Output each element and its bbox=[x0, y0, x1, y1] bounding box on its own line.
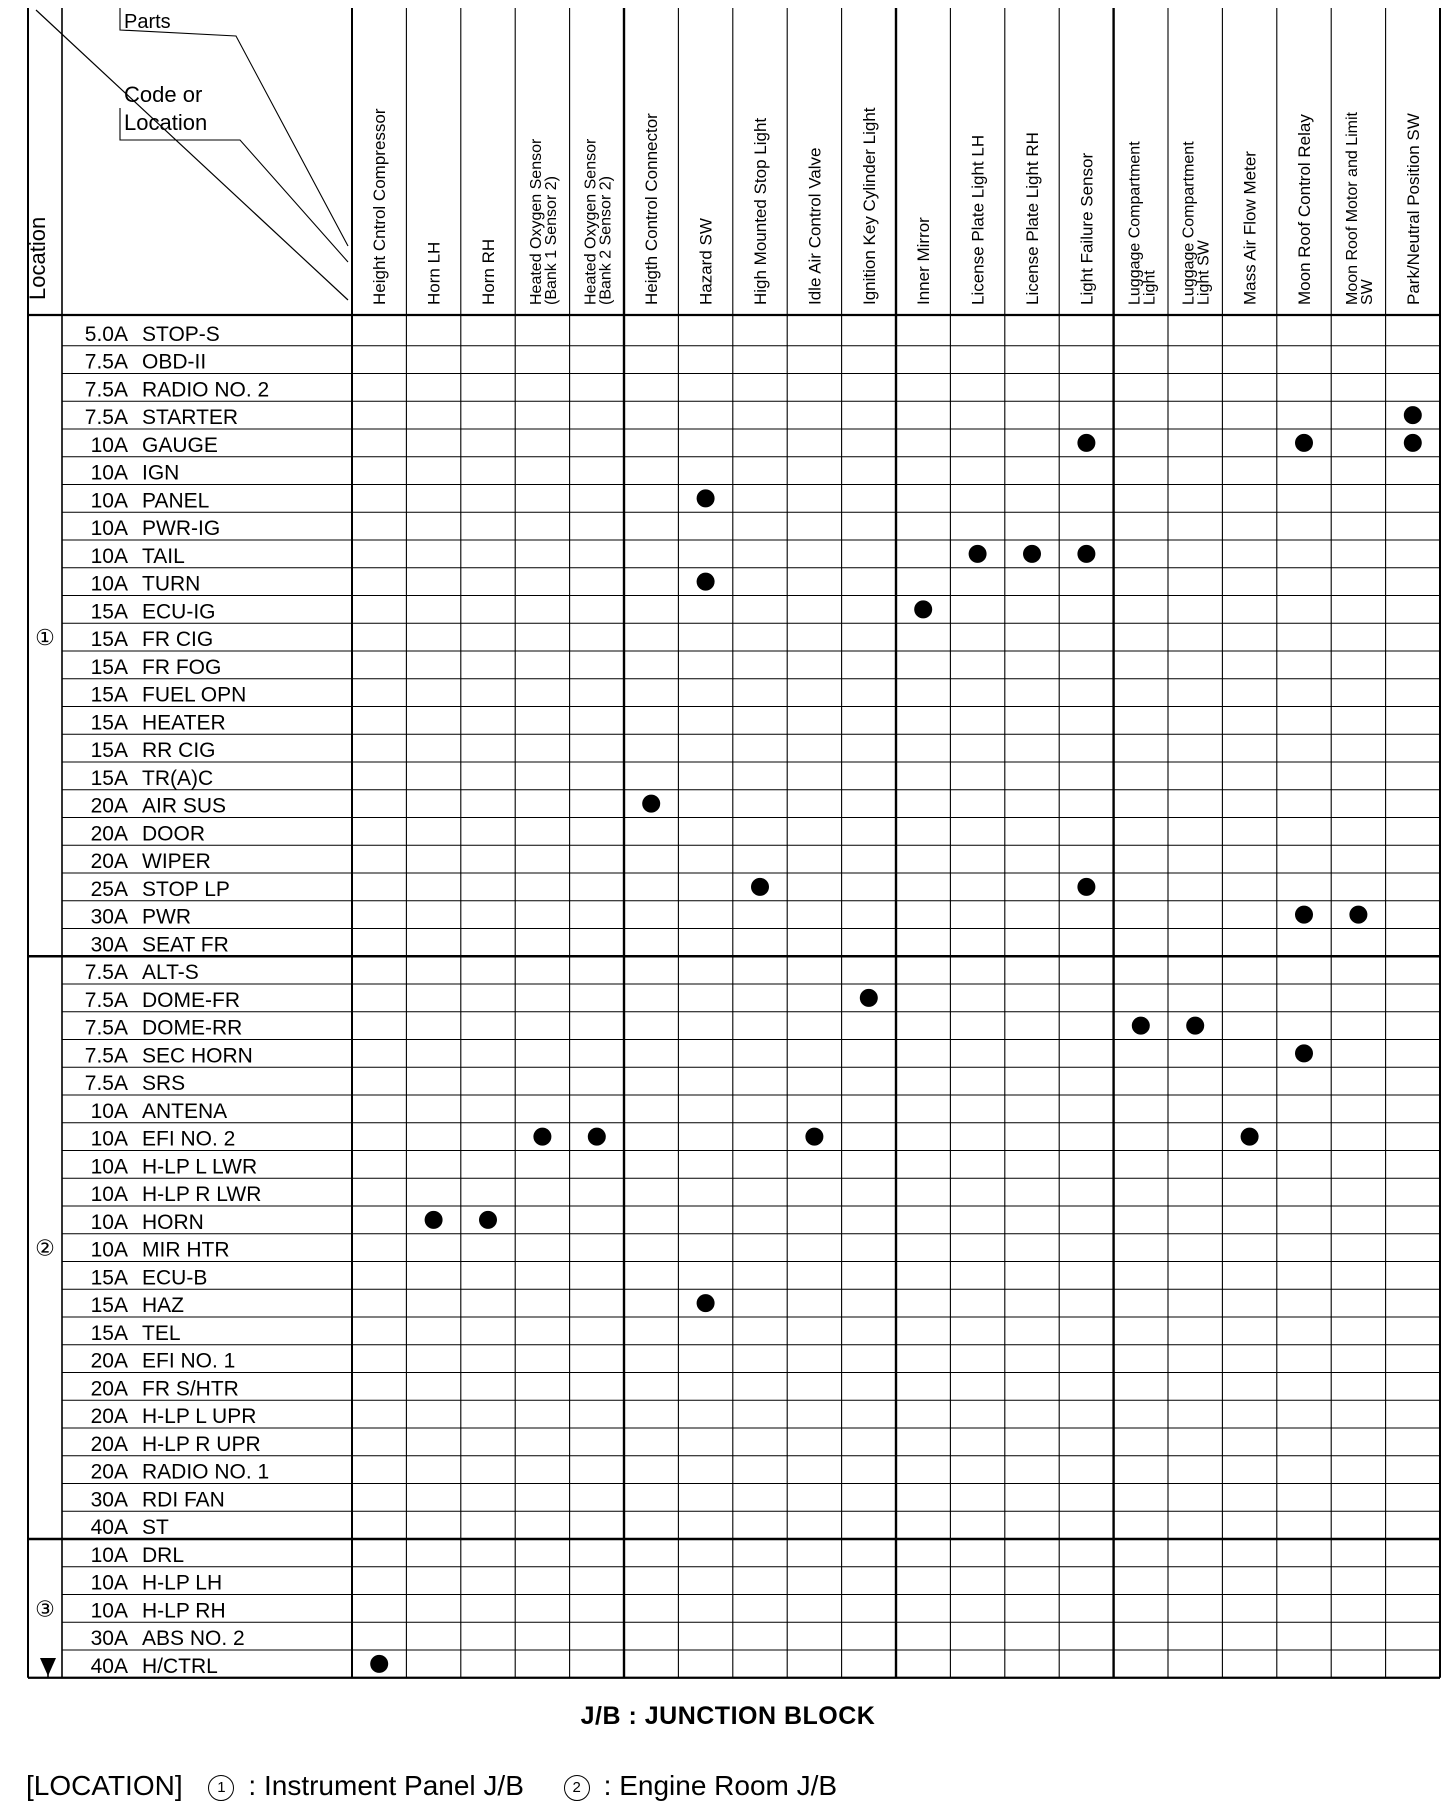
fuse-amp: 7.5A bbox=[84, 1044, 128, 1068]
legend-label: [LOCATION] bbox=[26, 1770, 183, 1801]
fuse-name: ECU-IG bbox=[142, 600, 216, 624]
fuse-amp: 10A bbox=[90, 544, 128, 568]
location-group-symbol: ① bbox=[35, 625, 55, 651]
column-header-label: High Mounted Stop Light bbox=[751, 117, 770, 305]
fuse-amp: 20A bbox=[90, 1460, 128, 1484]
fuse-amp: 20A bbox=[90, 1349, 128, 1373]
fuse-amp: 10A bbox=[90, 1127, 128, 1151]
fuse-amp: 15A bbox=[90, 1266, 128, 1290]
fuse-name: ABS NO. 2 bbox=[142, 1627, 245, 1650]
fuse-name: EFI NO. 2 bbox=[142, 1127, 236, 1151]
legend-symbol-1: 1 bbox=[208, 1775, 234, 1801]
fuse-amp: 15A bbox=[90, 628, 128, 651]
fuse-name: STOP LP bbox=[142, 877, 230, 901]
fuse-amp: 7.5A bbox=[84, 406, 128, 429]
fuse-name: PWR-IG bbox=[142, 517, 221, 540]
fuse-name: SEC HORN bbox=[142, 1044, 253, 1068]
connection-dot bbox=[1077, 878, 1095, 896]
fuse-amp: 15A bbox=[90, 766, 128, 790]
corner-diagonal bbox=[36, 10, 348, 300]
fuse-name: H/CTRL bbox=[142, 1654, 218, 1678]
fuse-name: WIPER bbox=[142, 850, 211, 873]
fuse-amp: 10A bbox=[90, 1571, 128, 1595]
connection-dot bbox=[370, 1655, 388, 1673]
fuse-amp: 20A bbox=[90, 822, 128, 846]
fuse-amp: 10A bbox=[90, 1599, 128, 1623]
fuse-name: FR S/HTR bbox=[142, 1377, 239, 1401]
connection-dot bbox=[533, 1128, 551, 1146]
column-header-label: Light bbox=[1141, 270, 1159, 305]
fuse-name: AIR SUS bbox=[142, 794, 227, 818]
fuse-name: H-LP R LWR bbox=[142, 1183, 262, 1206]
connection-dot bbox=[479, 1211, 497, 1229]
fuse-amp: 10A bbox=[90, 433, 128, 457]
fuse-name: PWR bbox=[142, 905, 191, 929]
fuse-name: STOP-S bbox=[142, 322, 220, 346]
corner-location-label: Location bbox=[124, 110, 208, 135]
fuse-amp: 7.5A bbox=[84, 988, 128, 1012]
connection-dot bbox=[1404, 406, 1422, 424]
legend-item-1 bbox=[204, 1770, 537, 1801]
fuse-amp: 10A bbox=[90, 517, 128, 540]
fuse-amp: 15A bbox=[90, 711, 128, 735]
connection-dot bbox=[1295, 434, 1313, 452]
fuse-amp: 5.0A bbox=[84, 322, 128, 346]
fuse-amp: 20A bbox=[90, 1377, 128, 1401]
fuse-name: H-LP R UPR bbox=[142, 1432, 261, 1456]
fuse-amp: 20A bbox=[90, 1432, 128, 1456]
connection-dot bbox=[1295, 906, 1313, 924]
location-legend bbox=[26, 1770, 865, 1802]
fuse-amp: 15A bbox=[90, 739, 128, 762]
connection-dot bbox=[1077, 434, 1095, 452]
fuse-name: SRS bbox=[142, 1072, 186, 1095]
fuse-name: SEAT FR bbox=[142, 933, 229, 957]
column-header-label: Heated Oxygen Sensor bbox=[582, 138, 600, 305]
connection-dot bbox=[914, 600, 932, 618]
fuse-name: ANTENA bbox=[142, 1099, 228, 1123]
connection-dot bbox=[860, 989, 878, 1007]
connection-dot bbox=[1186, 1017, 1204, 1035]
fuse-name: RDI FAN bbox=[142, 1488, 225, 1512]
fuse-name: EFI NO. 1 bbox=[142, 1349, 236, 1373]
fuse-amp: 10A bbox=[90, 489, 128, 513]
column-header-label: Mass Air Flow Meter bbox=[1240, 151, 1260, 305]
fuse-name: MIR HTR bbox=[142, 1238, 230, 1262]
location-group-symbol: ③ bbox=[35, 1596, 55, 1622]
fuse-amp: 30A bbox=[90, 1488, 128, 1512]
column-header-label: Heigth Control Connector bbox=[642, 113, 662, 305]
connection-dot bbox=[1295, 1044, 1313, 1062]
fuse-amp: 7.5A bbox=[84, 350, 128, 374]
column-header-label: (Bank 2 Sensor 2) bbox=[597, 176, 615, 305]
fuse-name: TR(A)C bbox=[142, 766, 214, 790]
fuse-amp: 7.5A bbox=[84, 1016, 128, 1040]
fuse-name: STARTER bbox=[142, 406, 239, 429]
connection-dot bbox=[1241, 1128, 1259, 1146]
fuse-amp: 40A bbox=[90, 1654, 128, 1678]
connection-dot bbox=[1023, 545, 1041, 563]
connection-dot bbox=[697, 489, 715, 507]
fuse-name: HORN bbox=[142, 1210, 204, 1234]
fuse-amp: 25A bbox=[90, 877, 128, 901]
fuse-name: RADIO NO. 2 bbox=[142, 378, 270, 402]
fuse-amp: 10A bbox=[90, 1543, 128, 1567]
column-header-label: Moon Roof Motor and Limit bbox=[1343, 112, 1361, 305]
column-header-label: Horn LH bbox=[424, 241, 444, 305]
fuse-amp: 10A bbox=[90, 572, 128, 596]
fuse-amp: 10A bbox=[90, 1099, 128, 1123]
connection-dot bbox=[1404, 434, 1422, 452]
fuse-amp: 20A bbox=[90, 850, 128, 873]
connection-dot bbox=[697, 573, 715, 591]
connection-dot bbox=[642, 795, 660, 813]
fuse-rows bbox=[35, 323, 269, 1678]
fuse-amp: 15A bbox=[90, 655, 128, 679]
fuse-amp: 15A bbox=[90, 1294, 128, 1317]
fuse-name: TEL bbox=[142, 1321, 181, 1345]
fuse-name: GAUGE bbox=[142, 433, 218, 457]
fuse-amp: 15A bbox=[90, 600, 128, 624]
column-header-label: (Bank 1 Sensor 2) bbox=[542, 176, 560, 305]
fuse-amp: 10A bbox=[90, 1183, 128, 1206]
legend-item-2 bbox=[560, 1770, 851, 1801]
fuse-amp: 20A bbox=[90, 1405, 128, 1428]
connection-dot bbox=[969, 545, 987, 563]
header-corner bbox=[25, 11, 207, 300]
fuse-amp: 30A bbox=[90, 933, 128, 957]
fuse-name: DRL bbox=[142, 1543, 185, 1567]
column-header-label: Heated Oxygen Sensor bbox=[527, 138, 545, 305]
connection-dot bbox=[425, 1211, 443, 1229]
column-header-label: Inner Mirror bbox=[914, 217, 934, 305]
junction-block-title: J/B : JUNCTION BLOCK bbox=[580, 1702, 876, 1730]
fuse-name: ALT-S bbox=[142, 961, 199, 984]
column-header-label: License Plate Light RH bbox=[1023, 132, 1042, 305]
fuse-name: H-LP L LWR bbox=[142, 1155, 258, 1179]
fuse-amp: 10A bbox=[90, 461, 128, 485]
fuse-name: H-LP LH bbox=[142, 1571, 223, 1595]
fuse-amp: 30A bbox=[90, 905, 128, 929]
fuse-amp: 7.5A bbox=[84, 378, 128, 402]
connection-dot bbox=[1349, 906, 1367, 924]
fuse-name: DOME-RR bbox=[142, 1016, 243, 1040]
location-arrow-head bbox=[40, 1658, 56, 1676]
fuse-name: DOOR bbox=[142, 822, 205, 846]
column-header-label: Height Cntrol Compressor bbox=[370, 108, 390, 305]
fuse-name: H-LP L UPR bbox=[142, 1405, 257, 1428]
column-header-label: Ignition Key Cylinder Light bbox=[859, 107, 879, 305]
connection-dot bbox=[1077, 545, 1095, 563]
column-header-label: Light Failure Sensor bbox=[1077, 152, 1097, 305]
fuse-amp: 10A bbox=[90, 1155, 128, 1179]
fuse-amp: 10A bbox=[90, 1210, 128, 1234]
fuse-name: RR CIG bbox=[142, 739, 216, 762]
connection-dot bbox=[751, 878, 769, 896]
column-header-label: Idle Air Control Valve bbox=[805, 147, 825, 305]
connection-dot bbox=[588, 1128, 606, 1146]
fuse-amp: 15A bbox=[90, 1321, 128, 1345]
fuse-name: FR CIG bbox=[142, 628, 214, 651]
fuse-name: RADIO NO. 1 bbox=[142, 1460, 270, 1484]
fuse-name: H-LP RH bbox=[142, 1599, 226, 1623]
fuse-name: ECU-B bbox=[142, 1266, 208, 1290]
fuse-amp: 30A bbox=[90, 1627, 128, 1650]
connection-dot bbox=[805, 1128, 823, 1146]
column-header-label: Hazard SW bbox=[696, 218, 716, 305]
column-header-label: Moon Roof Control Relay bbox=[1295, 114, 1314, 305]
fuse-name: HEATER bbox=[142, 711, 226, 735]
column-header-label: Park/Neutral Position SW bbox=[1403, 113, 1423, 305]
fuse-name: IGN bbox=[142, 461, 180, 485]
fuse-name: PANEL bbox=[142, 489, 210, 513]
fuse-name: TURN bbox=[142, 572, 201, 596]
column-header-label: Luggage Compartment bbox=[1180, 141, 1198, 305]
legend-text-1: : Instrument Panel J/B bbox=[248, 1770, 524, 1801]
connection-dot bbox=[1132, 1017, 1150, 1035]
fuse-name: HAZ bbox=[142, 1294, 184, 1317]
connection-dot bbox=[697, 1294, 715, 1312]
corner-location-axis-label: Location bbox=[25, 216, 50, 300]
legend-text-2: : Engine Room J/B bbox=[603, 1770, 838, 1801]
fuse-name: FUEL OPN bbox=[142, 683, 247, 707]
fuse-name: ST bbox=[142, 1516, 169, 1539]
fuse-name: DOME-FR bbox=[142, 988, 240, 1012]
column-header-label: Light SW bbox=[1195, 240, 1213, 305]
column-header-label: Horn RH bbox=[479, 238, 498, 305]
corner-parts-label: Parts bbox=[124, 11, 171, 33]
fuse-amp: 40A bbox=[90, 1516, 128, 1539]
fuse-amp: 15A bbox=[90, 683, 128, 707]
column-header-label: License Plate Light LH bbox=[968, 134, 988, 305]
location-group-symbol: ② bbox=[35, 1235, 55, 1261]
fuse-amp: 7.5A bbox=[84, 961, 128, 984]
corner-code-label: Code or bbox=[124, 82, 203, 107]
legend-symbol-2: 2 bbox=[564, 1775, 590, 1801]
fuse-name: TAIL bbox=[142, 544, 185, 568]
fuse-name: OBD-II bbox=[142, 350, 207, 374]
column-header-label: Luggage Compartment bbox=[1126, 141, 1144, 305]
fuse-amp: 20A bbox=[90, 794, 128, 818]
fuse-amp: 10A bbox=[90, 1238, 128, 1262]
fuse-amp: 7.5A bbox=[84, 1072, 128, 1095]
fuse-name: FR FOG bbox=[142, 655, 222, 679]
column-header-label: SW bbox=[1358, 279, 1376, 305]
